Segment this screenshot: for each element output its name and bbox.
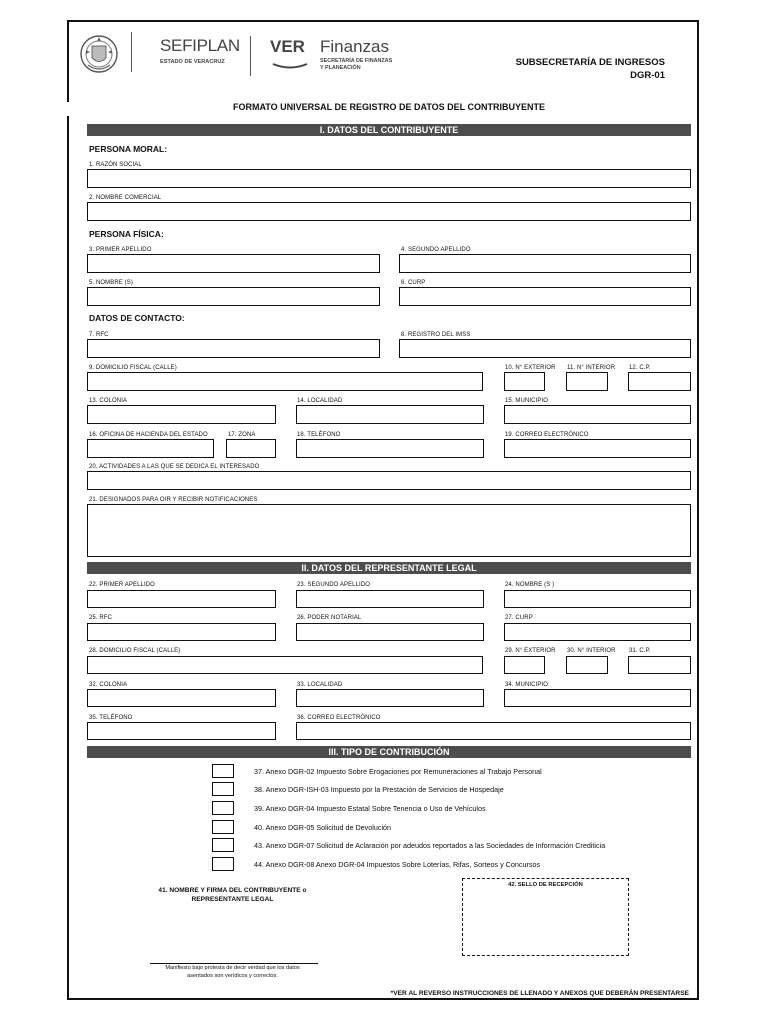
nombre-comercial-field[interactable] (87, 202, 691, 221)
rep-domicilio-field[interactable] (87, 656, 483, 674)
num-exterior-label: 10. N° EXTERIOR (505, 365, 556, 371)
section-1-header: I. DATOS DEL CONTRIBUYENTE (87, 124, 691, 136)
option-37-checkbox[interactable] (212, 764, 234, 778)
option-40-label: 40. Anexo DGR-05 Solicitud de Devolución (254, 823, 392, 832)
rep-segundo-apellido-field[interactable] (296, 590, 484, 608)
sefiplan-logo-text: SEFIPLAN (160, 36, 240, 55)
curp-field[interactable] (399, 287, 691, 306)
form-code: DGR-01 (630, 70, 665, 81)
rep-primer-apellido-field[interactable] (87, 590, 276, 608)
rep-num-interior-label: 30. N° INTERIOR (567, 648, 616, 654)
rfc-label: 7. RFC (89, 332, 109, 338)
rep-cp-field[interactable] (628, 656, 691, 674)
rep-segundo-apellido-label: 23. SEGUNDO APELLIDO (297, 582, 371, 588)
num-interior-label: 11. N° INTERIOR (567, 365, 616, 371)
correo-field[interactable] (504, 439, 691, 458)
designados-field[interactable] (87, 504, 691, 557)
rep-telefono-field[interactable] (87, 722, 276, 740)
reception-seal-box (462, 878, 629, 956)
rep-colonia-label: 32. COLONIA (89, 682, 128, 688)
finanzas-subtitle-1: SECRETARÍA DE FINANZAS (320, 58, 393, 64)
rep-num-exterior-field[interactable] (504, 656, 545, 674)
protest-text-1: Manifiesto bajo protesta de decir verdad que los datos (165, 965, 300, 971)
domicilio-label: 9. DOMICILIO FISCAL (CALLE) (89, 365, 177, 371)
cp-field[interactable] (628, 372, 691, 391)
rep-nombre-label: 24. NOMBRE (S ) (505, 582, 555, 588)
ver-logo-text: VER (270, 37, 305, 56)
header-divider (131, 32, 132, 72)
protest-text-2: asentados son verídicos y correctos. (187, 973, 278, 979)
signature-line (150, 963, 318, 964)
rep-nombre-field[interactable] (504, 590, 691, 608)
colonia-field[interactable] (87, 405, 276, 424)
rep-num-interior-field[interactable] (566, 656, 608, 674)
rep-domicilio-label: 28. DOMICILIO FISCAL (CALLE) (89, 648, 181, 654)
rep-localidad-field[interactable] (296, 689, 484, 707)
localidad-field[interactable] (296, 405, 484, 424)
rfc-field[interactable] (87, 339, 380, 358)
oficina-label: 16. OFICINA DE HACIENDA DEL ESTADO (89, 432, 208, 438)
sefiplan-logo-subtitle: ESTADO DE VERACRUZ (160, 59, 225, 65)
option-40-checkbox[interactable] (212, 820, 234, 834)
zona-field[interactable] (226, 439, 276, 458)
oficina-field[interactable] (87, 439, 214, 458)
nombre-field[interactable] (87, 287, 380, 306)
rep-primer-apellido-label: 22. PRIMER APELLIDO (89, 582, 155, 588)
option-38-checkbox[interactable] (212, 782, 234, 796)
domicilio-field[interactable] (87, 372, 483, 391)
nombre-comercial-label: 2. NOMBRE COMERCIAL (89, 195, 162, 201)
rep-telefono-label: 35. TELÉFONO (89, 715, 133, 721)
rep-correo-label: 36. CORREO ELECTRÓNICO (297, 715, 381, 721)
option-44-label: 44. Anexo DGR-08 Anexo DGR-04 Impuestos Sobre Loterías, Rifas, Sorteos y Concursos (254, 860, 541, 869)
state-coat-of-arms-icon (78, 32, 120, 76)
rep-poder-field[interactable] (296, 623, 484, 641)
option-39-label: 39. Anexo DGR-04 Impuesto Estatal Sobre Tenencia o Uso de Vehículos (254, 804, 486, 813)
rep-municipio-field[interactable] (504, 689, 691, 707)
option-37-label: 37. Anexo DGR-02 Impuesto Sobre Erogaciones por Remuneraciones al Trabajo Personal (254, 767, 542, 776)
signature-label-line-1: 41. NOMBRE Y FIRMA DEL CONTRIBUYENTE o (158, 887, 307, 894)
municipio-label: 15. MUNICIPIO (505, 398, 548, 404)
option-38-label: 38. Anexo DGR-ISH-03 Impuesto por la Prestación de Servicios de Hospedaje (254, 785, 504, 794)
finanzas-subtitle-2: Y PLANEACIÓN (320, 65, 361, 71)
imss-field[interactable] (399, 339, 691, 358)
actividades-label: 20. ACTIVIDADES A LAS QUE SE DEDICA EL INTERESADO (89, 464, 260, 470)
num-interior-field[interactable] (566, 372, 608, 391)
primer-apellido-label: 3. PRIMER APELLIDO (89, 247, 152, 253)
rep-colonia-field[interactable] (87, 689, 276, 707)
actividades-field[interactable] (87, 471, 691, 490)
rep-rfc-field[interactable] (87, 623, 276, 641)
ver-swoosh-icon (272, 57, 308, 65)
telefono-label: 18. TELÉFONO (297, 432, 341, 438)
segundo-apellido-field[interactable] (399, 254, 691, 273)
section-3-header: III. TIPO DE CONTRIBUCIÓN (87, 746, 691, 758)
zona-label: 17. ZONA (228, 432, 256, 438)
option-43-checkbox[interactable] (212, 838, 234, 852)
localidad-label: 14. LOCALIDAD (297, 398, 343, 404)
segundo-apellido-label: 4. SEGUNDO APELLIDO (401, 247, 471, 253)
reception-seal-label: 42. SELLO DE RECEPCIÓN (508, 882, 583, 888)
rep-poder-label: 26. PODER NOTARIAL (297, 615, 362, 621)
curp-label: 6. CURP (401, 280, 426, 286)
reverse-note: *VER AL REVERSO INSTRUCCIONES DE LLENADO Y ANEXOS QUE DEBERÁN PRESENTARSE (390, 990, 689, 997)
primer-apellido-field[interactable] (87, 254, 380, 273)
nombre-label: 5. NOMBRE (S) (89, 280, 133, 286)
correo-label: 19. CORREO ELECTRÓNICO (505, 432, 589, 438)
form-title: FORMATO UNIVERSAL DE REGISTRO DE DATOS DEL CONTRIBUYENTE (232, 102, 546, 112)
header-divider-2 (250, 36, 251, 76)
datos-contacto-heading: DATOS DE CONTACTO: (89, 313, 185, 323)
num-exterior-field[interactable] (504, 372, 545, 391)
rep-cp-label: 31. C.P. (629, 648, 651, 654)
rep-localidad-label: 33. LOCALIDAD (297, 682, 343, 688)
persona-fisica-heading: PERSONA FÍSICA: (89, 229, 164, 239)
rep-curp-field[interactable] (504, 623, 691, 641)
rep-correo-field[interactable] (296, 722, 691, 740)
option-39-checkbox[interactable] (212, 801, 234, 815)
telefono-field[interactable] (296, 439, 484, 458)
frame-gap (63, 102, 71, 116)
razon-social-field[interactable] (87, 169, 691, 188)
section-2-header: II. DATOS DEL REPRESENTANTE LEGAL (87, 562, 691, 574)
option-44-checkbox[interactable] (212, 857, 234, 871)
razon-social-label: 1. RAZÓN SOCIAL (89, 162, 142, 168)
agency-name: SUBSECRETARÍA DE INGRESOS (515, 57, 665, 68)
persona-moral-heading: PERSONA MORAL: (89, 144, 168, 154)
rep-num-exterior-label: 29. N° EXTERIOR (505, 648, 556, 654)
option-43-label: 43. Anexo DGR-07 Solicitud de Aclaración por adeudos reportados a las Sociedades de Información Crediticia (254, 841, 606, 850)
designados-label: 21. DESIGNADOS PARA OIR Y RECIBIR NOTIFICACIONES (89, 497, 258, 503)
municipio-field[interactable] (504, 405, 691, 424)
imss-label: 8. REGISTRO DEL IMSS (401, 332, 471, 338)
rep-municipio-label: 34. MUNICIPIO (505, 682, 548, 688)
cp-label: 12. C.P. (629, 365, 651, 371)
rep-rfc-label: 25. RFC (89, 615, 113, 621)
rep-curp-label: 27. CURP (505, 615, 533, 621)
finanzas-logo-text: Finanzas (320, 37, 389, 56)
colonia-label: 13. COLONIA (89, 398, 128, 404)
signature-label-line-2: REPRESENTANTE LEGAL (191, 896, 274, 903)
